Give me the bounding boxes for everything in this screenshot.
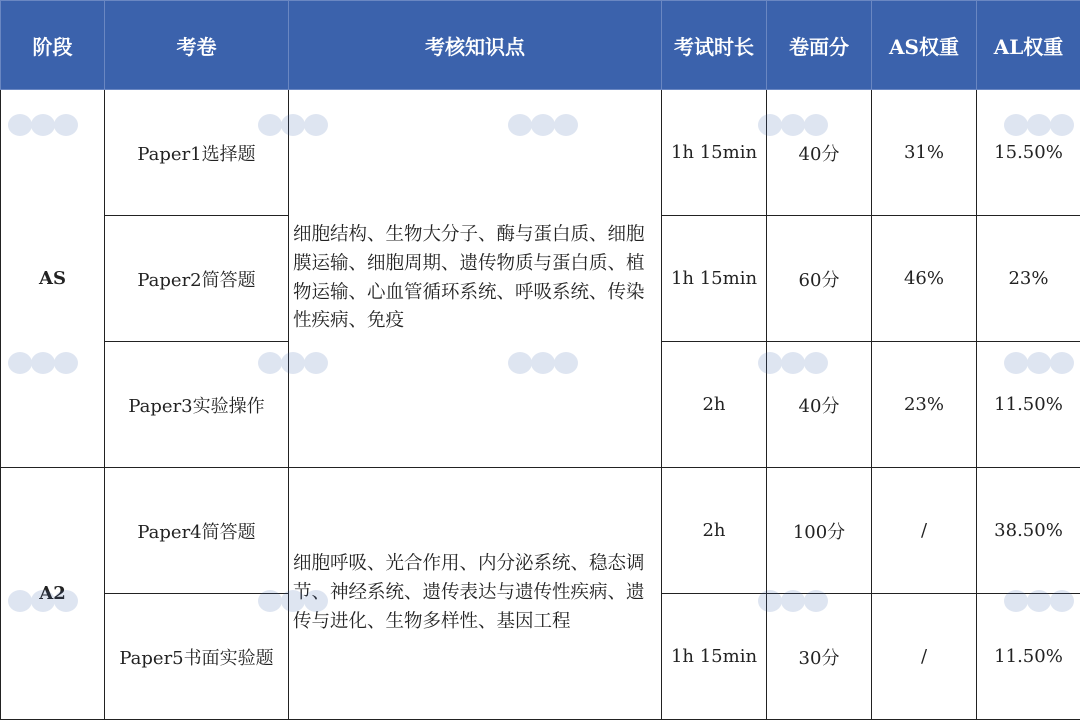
score-cell: 40分 — [767, 342, 872, 468]
header-duration: 考试时长 — [662, 1, 767, 90]
paper-cell: Paper5书面实验题 — [105, 594, 289, 720]
stage-cell: A2 — [1, 468, 105, 720]
table-row — [1, 468, 1080, 594]
table-row — [1, 90, 1080, 216]
duration-cell: 1h 15min — [662, 594, 767, 720]
al-weight-cell: 11.50% — [977, 594, 1080, 720]
paper-cell: Paper3实验操作 — [105, 342, 289, 468]
as-weight-cell: 23% — [872, 342, 977, 468]
score-cell: 100分 — [767, 468, 872, 594]
header-row — [1, 1, 1080, 90]
al-weight-cell: 38.50% — [977, 468, 1080, 594]
as-weight-cell: / — [872, 594, 977, 720]
duration-cell: 1h 15min — [662, 216, 767, 342]
al-weight-cell: 23% — [977, 216, 1080, 342]
duration-cell: 1h 15min — [662, 90, 767, 216]
score-cell: 40分 — [767, 90, 872, 216]
al-weight-cell: 15.50% — [977, 90, 1080, 216]
paper-cell: Paper4简答题 — [105, 468, 289, 594]
score-cell: 60分 — [767, 216, 872, 342]
duration-cell: 2h — [662, 342, 767, 468]
header-score: 卷面分 — [767, 1, 872, 90]
topics-cell: 细胞呼吸、光合作用、内分泌系统、稳态调节、神经系统、遗传表达与遗传性疾病、遗传与进化、生物多样性、基因工程 — [289, 468, 662, 720]
score-cell: 30分 — [767, 594, 872, 720]
header-paper: 考卷 — [105, 1, 289, 90]
paper-cell: Paper2简答题 — [105, 216, 289, 342]
as-weight-cell: 31% — [872, 90, 977, 216]
paper-cell: Paper1选择题 — [105, 90, 289, 216]
stage-cell: AS — [1, 90, 105, 468]
header-stage: 阶段 — [1, 1, 105, 90]
al-weight-cell: 11.50% — [977, 342, 1080, 468]
as-weight-cell: 46% — [872, 216, 977, 342]
header-topics: 考核知识点 — [289, 1, 662, 90]
header-al-weight: AL权重 — [977, 1, 1080, 90]
header-as-weight: AS权重 — [872, 1, 977, 90]
as-weight-cell: / — [872, 468, 977, 594]
duration-cell: 2h — [662, 468, 767, 594]
topics-cell: 细胞结构、生物大分子、酶与蛋白质、细胞膜运输、细胞周期、遗传物质与蛋白质、植物运输、心血管循环系统、呼吸系统、传染性疾病、免疫 — [289, 90, 662, 468]
